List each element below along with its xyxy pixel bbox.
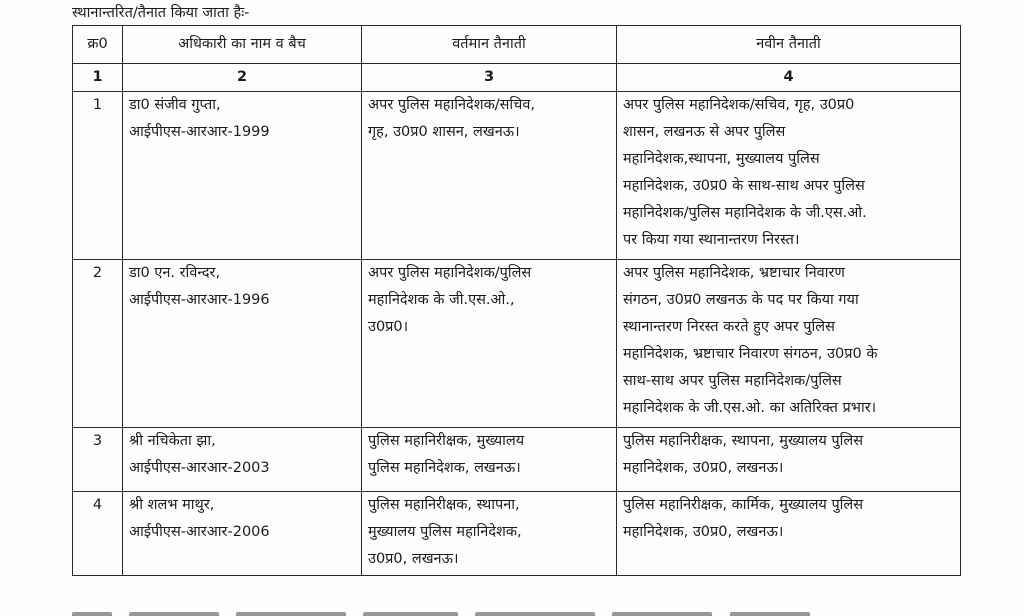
text-line: पुलिस महानिरीक्षक, मुख्यालय bbox=[368, 433, 525, 449]
current-posting-cell bbox=[362, 492, 617, 576]
cropped-text-fragment bbox=[236, 612, 346, 616]
text-line: स्थानान्तरण निरस्त करते हुए अपर पुलिस bbox=[623, 319, 835, 335]
current-posting-cell bbox=[362, 92, 617, 260]
text-line: पुलिस महानिरीक्षक, स्थापना, bbox=[368, 497, 520, 513]
text-line: संगठन, उ0प्र0 लखनऊ के पद पर किया गया bbox=[623, 292, 859, 308]
cropped-text-fragment bbox=[72, 612, 112, 616]
cropped-next-paragraph bbox=[72, 603, 872, 616]
column-number: 1 bbox=[73, 64, 123, 92]
officer-name: श्री शलभ माथुर, bbox=[129, 497, 215, 513]
text-line: उ0प्र0। bbox=[368, 319, 409, 335]
current-posting-cell bbox=[362, 428, 617, 492]
officer-name: डा0 एन. रविन्दर, bbox=[129, 265, 221, 281]
text-line: शासन, लखनऊ से अपर पुलिस bbox=[623, 124, 786, 140]
officer-name-cell bbox=[123, 492, 362, 576]
text-line: गृह, उ0प्र0 शासन, लखनऊ। bbox=[368, 124, 520, 140]
cropped-text-fragment bbox=[475, 612, 595, 616]
text-line: अपर पुलिस महानिदेशक/सचिव, गृह, उ0प्र0 bbox=[623, 97, 855, 113]
text-line: अपर पुलिस महानिदेशक/सचिव, bbox=[368, 97, 536, 113]
text-line: महानिदेशक,स्थापना, मुख्यालय पुलिस bbox=[623, 151, 820, 167]
officer-batch: आईपीएस-आरआर-2003 bbox=[129, 460, 270, 476]
officer-name-cell bbox=[123, 260, 362, 428]
text-line: पुलिस महानिदेशक, लखनऊ। bbox=[368, 460, 521, 476]
text-line: उ0प्र0, लखनऊ। bbox=[368, 551, 459, 567]
new-posting-cell bbox=[617, 260, 961, 428]
cropped-text-fragment bbox=[612, 612, 712, 616]
officer-batch: आईपीएस-आरआर-2006 bbox=[129, 524, 270, 540]
serial-number: 1 bbox=[73, 92, 123, 260]
serial-number: 3 bbox=[73, 428, 123, 492]
text-line: महानिदेशक के जी.एस.ओ., bbox=[368, 292, 515, 308]
table-row bbox=[73, 92, 961, 260]
officer-name: डा0 संजीव गुप्ता, bbox=[129, 97, 221, 113]
table-header-row bbox=[73, 26, 961, 64]
text-line: महानिदेशक के जी.एस.ओ. का अतिरिक्त प्रभार। bbox=[623, 400, 877, 416]
text-line: महानिदेशक, उ0प्र0, लखनऊ। bbox=[623, 460, 784, 476]
officer-name-cell bbox=[123, 92, 362, 260]
table-row bbox=[73, 260, 961, 428]
text-line: महानिदेशक, उ0प्र0, लखनऊ। bbox=[623, 524, 784, 540]
column-number: 4 bbox=[617, 64, 961, 92]
column-number: 3 bbox=[362, 64, 617, 92]
header-serial: क्र0 bbox=[73, 26, 123, 64]
new-posting-cell bbox=[617, 428, 961, 492]
text-line: अपर पुलिस महानिदेशक, भ्रष्टाचार निवारण bbox=[623, 265, 845, 281]
text-line: पुलिस महानिरीक्षक, स्थापना, मुख्यालय पुलिस bbox=[623, 433, 864, 449]
cropped-text-fragment bbox=[730, 612, 810, 616]
table-row bbox=[73, 428, 961, 492]
text-line: मुख्यालय पुलिस महानिदेशक, bbox=[368, 524, 522, 540]
transfer-table bbox=[72, 25, 961, 576]
column-number-row bbox=[73, 64, 961, 92]
serial-number: 2 bbox=[73, 260, 123, 428]
table-row bbox=[73, 492, 961, 576]
text-line: पुलिस महानिरीक्षक, कार्मिक, मुख्यालय पुलिस bbox=[623, 497, 864, 513]
text-line: अपर पुलिस महानिदेशक/पुलिस bbox=[368, 265, 532, 281]
serial-number: 4 bbox=[73, 492, 123, 576]
cropped-text-fragment bbox=[363, 612, 458, 616]
current-posting-cell bbox=[362, 260, 617, 428]
new-posting-cell bbox=[617, 92, 961, 260]
officer-name: श्री नचिकेता झा, bbox=[129, 433, 216, 449]
cropped-text-fragment bbox=[129, 612, 219, 616]
text-line: साथ-साथ अपर पुलिस महानिदेशक/पुलिस bbox=[623, 373, 842, 389]
intro-text: स्थानान्तरित/तैनात किया जाता हैः- bbox=[72, 5, 250, 21]
header-current-posting: वर्तमान तैनाती bbox=[362, 26, 617, 64]
text-line: महानिदेशक, उ0प्र0 के साथ-साथ अपर पुलिस bbox=[623, 178, 865, 194]
text-line: पर किया गया स्थानान्तरण निरस्त। bbox=[623, 232, 800, 248]
column-number: 2 bbox=[123, 64, 362, 92]
text-line: महानिदेशक, भ्रष्टाचार निवारण संगठन, उ0प्र0 के bbox=[623, 346, 878, 362]
officer-batch: आईपीएस-आरआर-1996 bbox=[129, 292, 270, 308]
header-new-posting: नवीन तैनाती bbox=[617, 26, 961, 64]
officer-name-cell bbox=[123, 428, 362, 492]
text-line: महानिदेशक/पुलिस महानिदेशक के जी.एस.ओ. bbox=[623, 205, 867, 221]
officer-batch: आईपीएस-आरआर-1999 bbox=[129, 124, 270, 140]
new-posting-cell bbox=[617, 492, 961, 576]
header-officer-name: अधिकारी का नाम व बैच bbox=[123, 26, 362, 64]
